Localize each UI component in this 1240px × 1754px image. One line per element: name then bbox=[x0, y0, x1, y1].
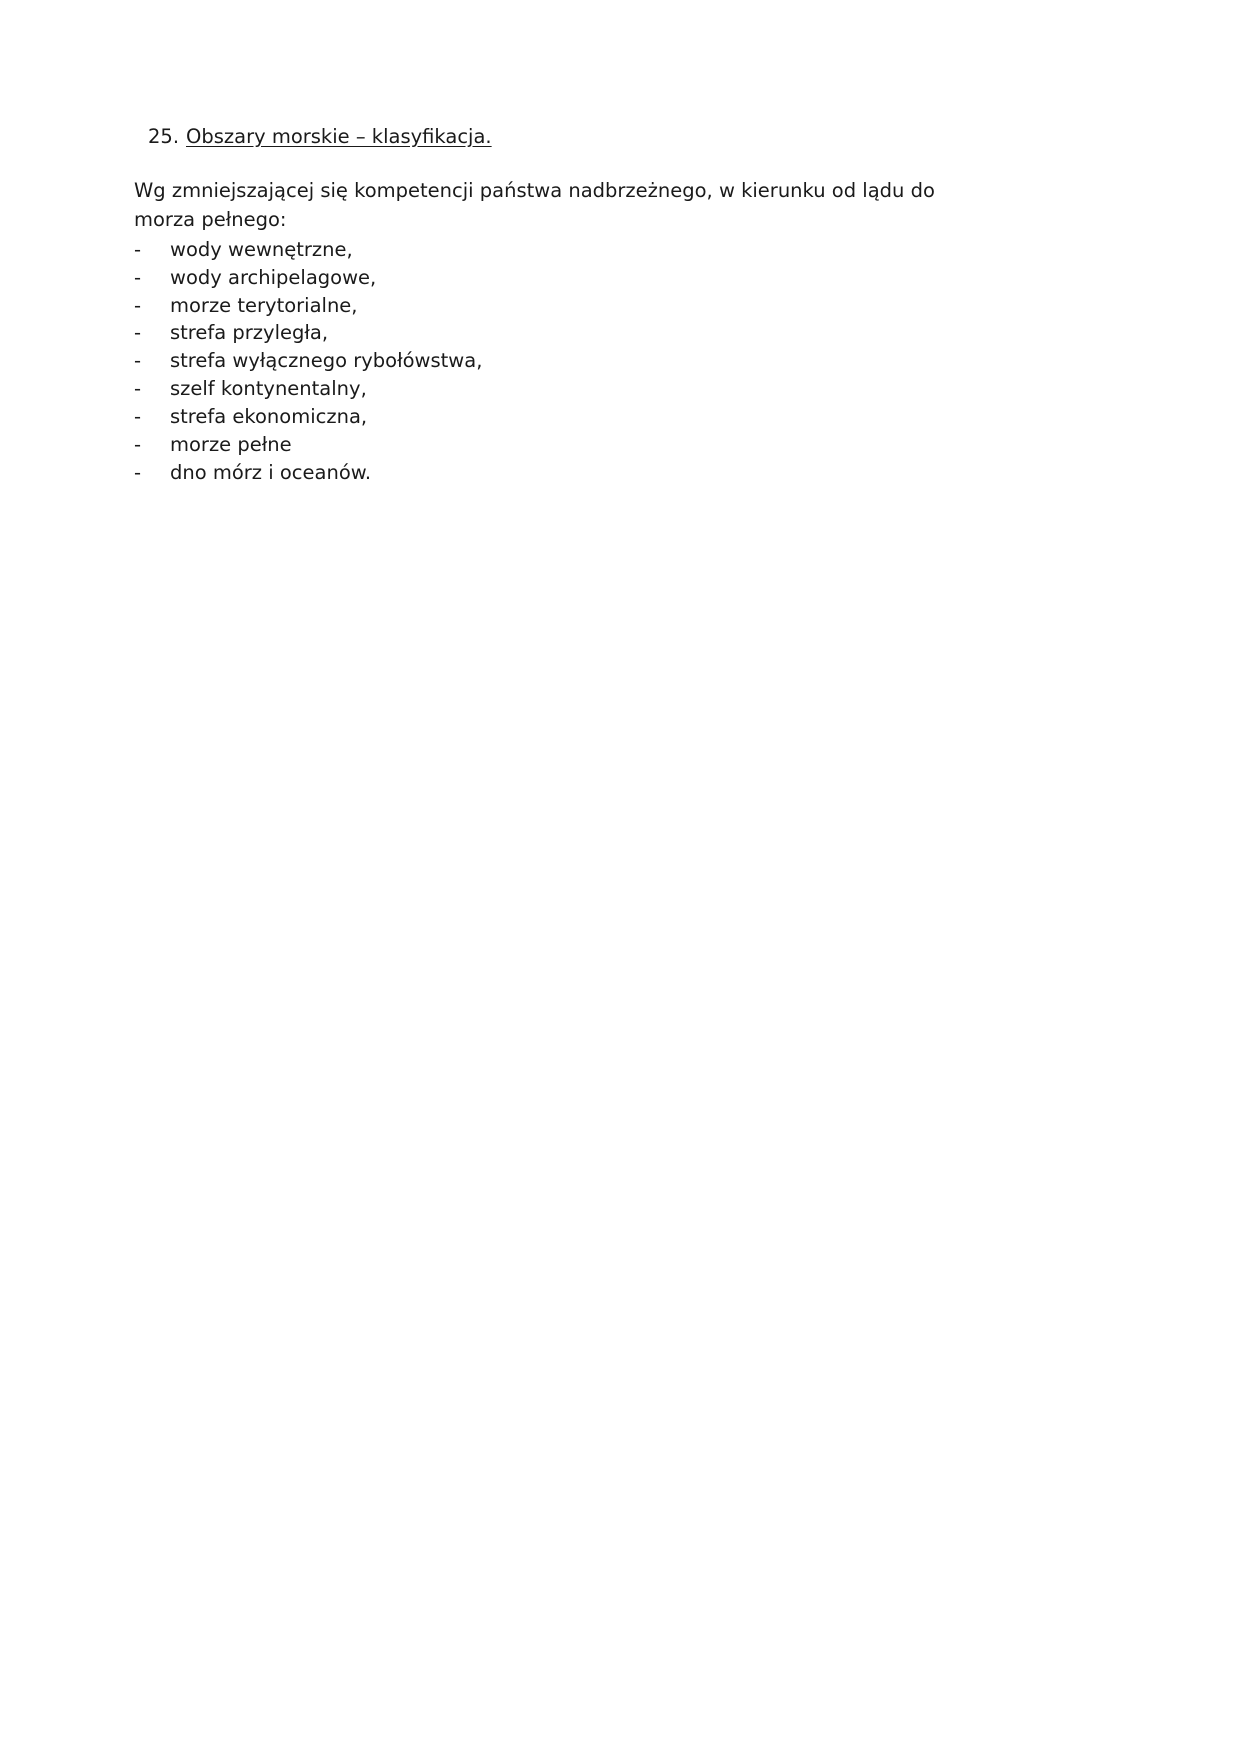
list-item bbox=[134, 292, 1048, 320]
bullet-dash: - bbox=[134, 321, 142, 345]
intro-paragraph: Wg zmniejszającej się kompetencji państwa nadbrzeżnego, w kierunku od lądu do morza pełnego: bbox=[134, 179, 935, 231]
heading-title: Obszary morskie – klasyfikacja. bbox=[186, 125, 492, 148]
list-item-label: morze pełne bbox=[170, 432, 292, 456]
bullet-dash: - bbox=[134, 432, 142, 456]
list-item bbox=[134, 459, 1048, 487]
list-item-label: morze terytorialne, bbox=[170, 293, 358, 317]
list-item bbox=[134, 319, 1048, 347]
bullet-dash: - bbox=[134, 237, 142, 261]
bullet-dash: - bbox=[134, 265, 142, 289]
list-item-label: wody wewnętrzne, bbox=[170, 237, 353, 261]
list-item-label: strefa ekonomiczna, bbox=[170, 405, 368, 429]
list-item bbox=[134, 264, 1048, 292]
heading-number: 25. bbox=[148, 125, 180, 148]
list-item-label: dno mórz i oceanów. bbox=[170, 460, 372, 484]
bullet-dash: - bbox=[134, 405, 142, 429]
list-item bbox=[134, 431, 1048, 459]
document-content bbox=[134, 122, 1048, 487]
maritime-zones-list bbox=[134, 236, 1048, 487]
list-item bbox=[134, 375, 1048, 403]
list-item-label: wody archipelagowe, bbox=[170, 265, 377, 289]
list-item bbox=[134, 236, 1048, 264]
list-item-label: strefa przyległa, bbox=[170, 321, 329, 345]
list-item bbox=[134, 347, 1048, 375]
bullet-dash: - bbox=[134, 377, 142, 401]
bullet-dash: - bbox=[134, 349, 142, 373]
bullet-dash: - bbox=[134, 460, 142, 484]
bullet-dash: - bbox=[134, 293, 142, 317]
page-title bbox=[148, 122, 1048, 151]
list-item-label: szelf kontynentalny, bbox=[170, 377, 367, 401]
list-item-label: strefa wyłącznego rybołówstwa, bbox=[170, 349, 483, 373]
list-item bbox=[134, 403, 1048, 431]
